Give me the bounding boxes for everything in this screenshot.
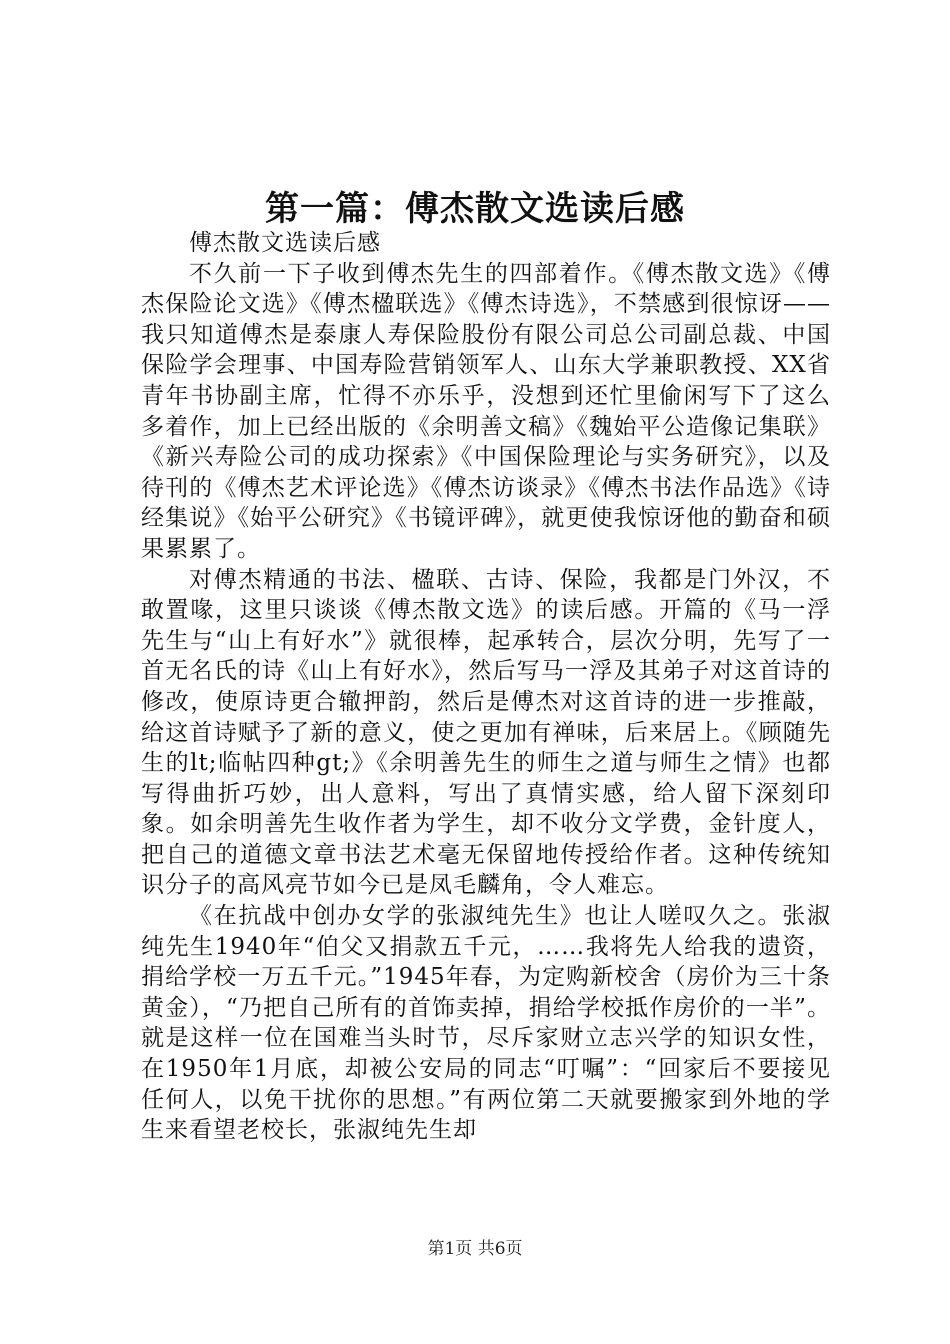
page-number-footer: 第1页 共6页 [427, 1239, 523, 1259]
page-title: 第一篇：傅杰散文选读后感 [265, 189, 685, 229]
article-subtitle: 傅杰散文选读后感 [189, 230, 381, 256]
paragraph: 对傅杰精通的书法、楹联、古诗、保险，我都是门外汉，不敢置喙，这里只谈谈《傅杰散文选》的读后感。开篇的《马一浮先生与“山上有好水”》就很棒，起承转合，层次分明，先写了一首无名氏的诗《山上有好水》，然后写马一浮及其弟子对这首诗的修改，使原诗更合辙押韵，然后是傅杰对这首诗的进一步推敲，给这首诗赋予了新的意义，使之更加有禅味，后来居上。《顾随先生的lt;临帖四种gt;》《余明善先生的师生之道与师生之情》也都写得曲折巧妙，出人意料，写出了真情实感，给人留下深刻印象。如余明善先生收作者为学生，却不收分文学费，金针度人，把自己的道德文章书法艺术毫无保留地传授给作者。这种传统知识分子的高风亮节如今已是凤毛麟角，令人难忘。 [141, 566, 831, 899]
paragraph: 不久前一下子收到傅杰先生的四部着作。《傅杰散文选》《傅杰保险论文选》《傅杰楹联选》《傅杰诗选》，不禁感到很惊讶——我只知道傅杰是泰康人寿保险股份有限公司总公司副总裁、中国保险学会理事、中国寿险营销领军人、山东大学兼职教授、XX省青年书协副主席，忙得不亦乐乎，没想到还忙里偷闲写下了这么多着作，加上已经出版的《余明善文稿》《魏始平公造像记集联》《新兴寿险公司的成功探索》《中国保险理论与实务研究》，以及待刊的《傅杰艺术评论选》《傅杰访谈录》《傅杰书法作品选》《诗经集说》《始平公研究》《书镜评碑》，就更使我惊讶他的勤奋和硕果累累了。 [141, 260, 831, 562]
paragraph: 《在抗战中创办女学的张淑纯先生》也让人嗟叹久之。张淑纯先生1940年“伯父又捐款五千元，……我将先人给我的遗资，捐给学校一万五千元。”1945年春，为定购新校舍（房价为三十条黄金），“乃把自己所有的首饰卖掉，捐给学校抵作房价的一半”。就是这样一位在国难当头时节，尽斥家财立志兴学的知识女性，在1950年1月底，却被公安局的同志“叮嘱”：“回家后不要接见任何人，以免干扰你的思想。”有两位第二天就要搬家到外地的学生来看望老校长，张淑纯先生却 [141, 903, 831, 1144]
article-body [141, 228, 831, 1146]
